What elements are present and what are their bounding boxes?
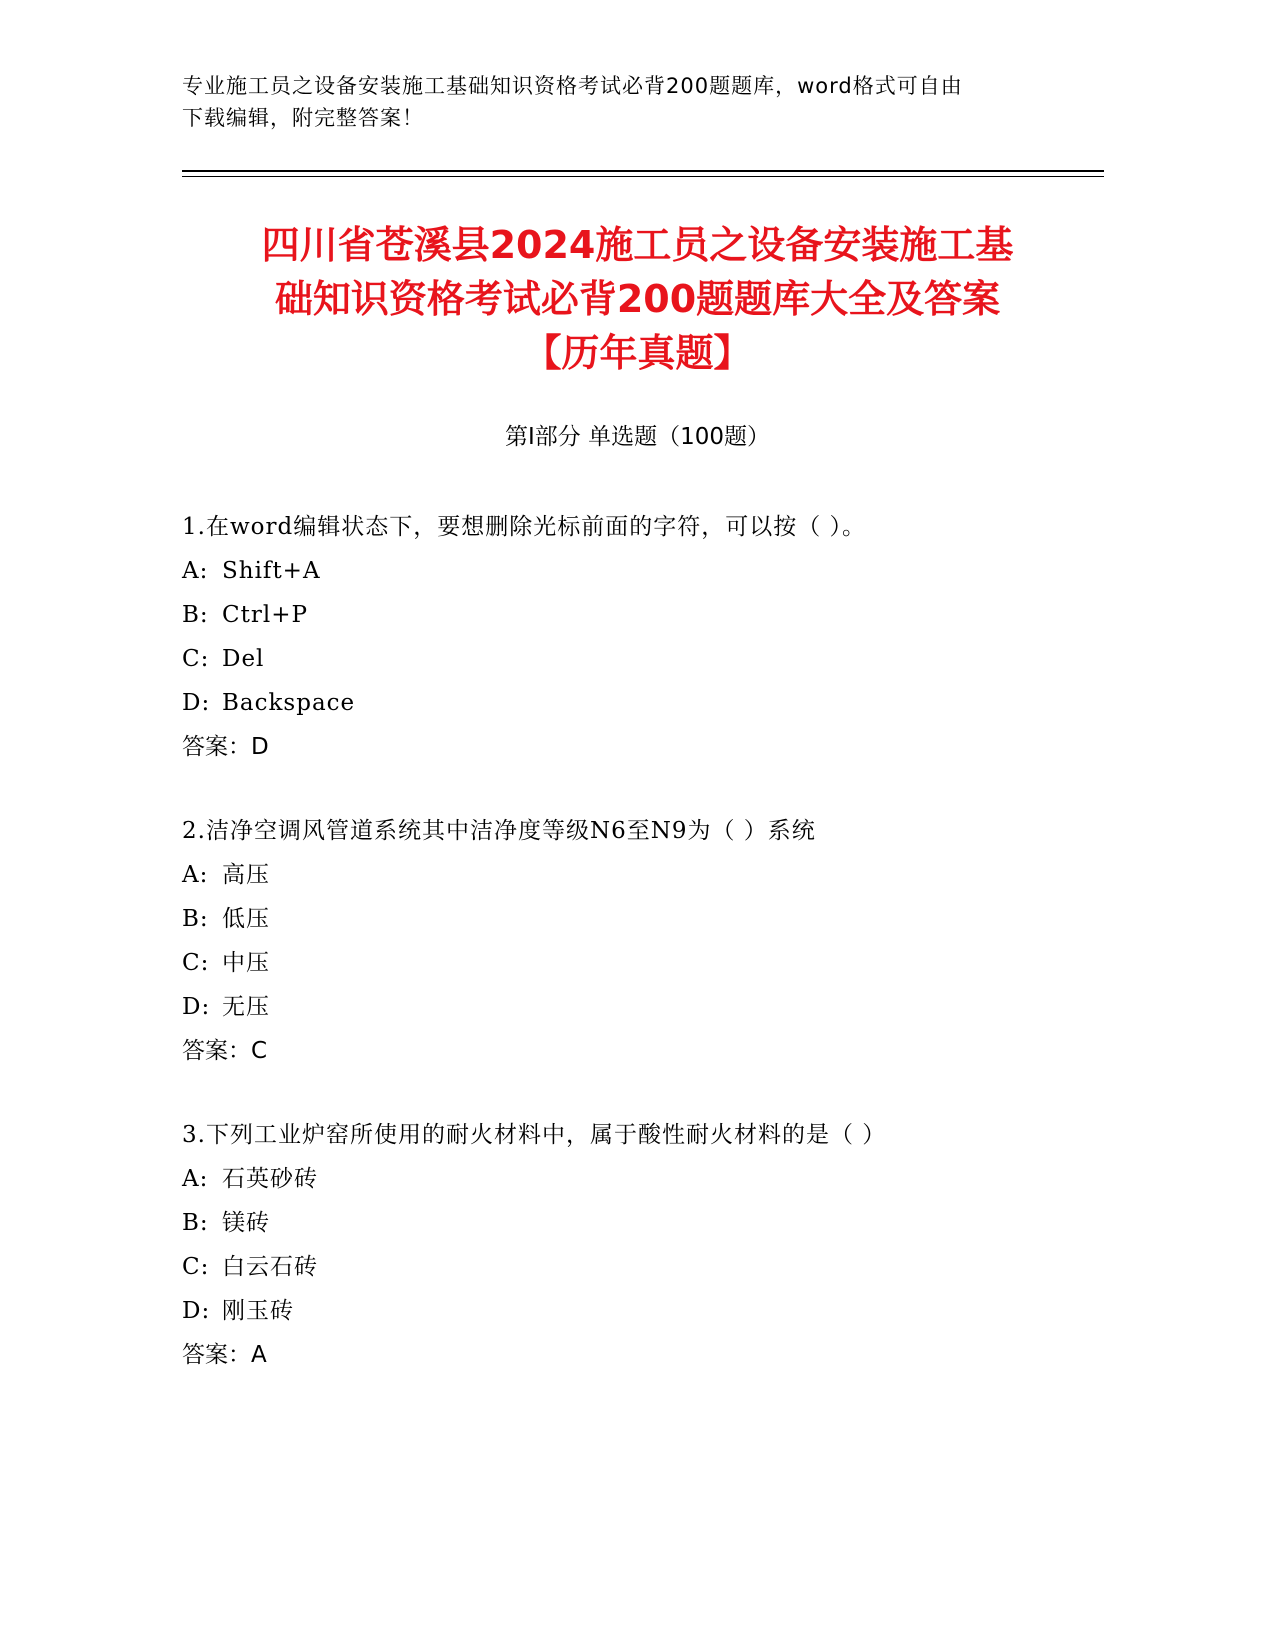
option-text: 镁砖 <box>222 1210 270 1236</box>
header-note-line-1: 专业施工员之设备安装施工基础知识资格考试必背200题题库，word格式可自由 <box>182 74 963 98</box>
option-c <box>182 941 1102 985</box>
option-b <box>182 897 1102 941</box>
option-text: 白云石砖 <box>222 1254 318 1280</box>
question-2 <box>182 809 1102 1073</box>
question-3 <box>182 1113 1102 1377</box>
option-a <box>182 853 1102 897</box>
option-text: 中压 <box>222 950 270 976</box>
document-title-line-2: 础知识资格考试必背200题题库大全及答案 <box>274 277 1001 321</box>
option-key: A: <box>182 862 209 888</box>
question-stem: 1.在word编辑状态下，要想删除光标前面的字符，可以按（ ）。 <box>182 514 867 540</box>
option-text: 无压 <box>222 994 270 1020</box>
option-key: D: <box>182 690 211 716</box>
option-text: Ctrl+P <box>222 602 308 628</box>
answer: 答案：A <box>182 1342 267 1368</box>
option-text: 石英砂砖 <box>222 1166 318 1192</box>
option-key: C: <box>182 1254 210 1280</box>
option-text: 低压 <box>222 906 270 932</box>
option-b <box>182 593 1102 637</box>
document-title <box>150 218 1125 380</box>
option-b <box>182 1201 1102 1245</box>
question-1 <box>182 505 1102 769</box>
section-title: 第Ⅰ部分 单选题（100题） <box>505 424 770 450</box>
option-key: C: <box>182 950 210 976</box>
option-key: A: <box>182 558 209 584</box>
header-divider-thick <box>182 170 1104 172</box>
option-a <box>182 1157 1102 1201</box>
option-text: Del <box>222 646 265 672</box>
option-a <box>182 549 1102 593</box>
answer: 答案：C <box>182 1038 268 1064</box>
option-d <box>182 681 1102 725</box>
option-c <box>182 1245 1102 1289</box>
question-list <box>182 505 1102 1417</box>
option-d <box>182 985 1102 1029</box>
option-key: B: <box>182 906 209 932</box>
answer: 答案：D <box>182 734 269 760</box>
question-stem: 2.洁净空调风管道系统其中洁净度等级N6至N9为（ ）系统 <box>182 818 816 844</box>
option-key: D: <box>182 994 211 1020</box>
option-key: B: <box>182 602 209 628</box>
header-note-line-2: 下载编辑，附完整答案！ <box>182 106 424 130</box>
option-text: Backspace <box>222 690 356 716</box>
option-text: Shift+A <box>222 558 321 584</box>
option-d <box>182 1289 1102 1333</box>
option-key: B: <box>182 1210 209 1236</box>
option-text: 高压 <box>222 862 270 888</box>
document-title-line-1: 四川省苍溪县2024施工员之设备安装施工基 <box>261 223 1014 267</box>
header-divider-thin <box>182 176 1104 177</box>
option-text: 刚玉砖 <box>222 1298 294 1324</box>
question-stem: 3.下列工业炉窑所使用的耐火材料中，属于酸性耐火材料的是（ ） <box>182 1122 887 1148</box>
option-key: A: <box>182 1166 209 1192</box>
option-key: D: <box>182 1298 211 1324</box>
option-key: C: <box>182 646 210 672</box>
option-c <box>182 637 1102 681</box>
document-title-line-3: 【历年真题】 <box>523 331 752 375</box>
header-note <box>182 70 1062 134</box>
